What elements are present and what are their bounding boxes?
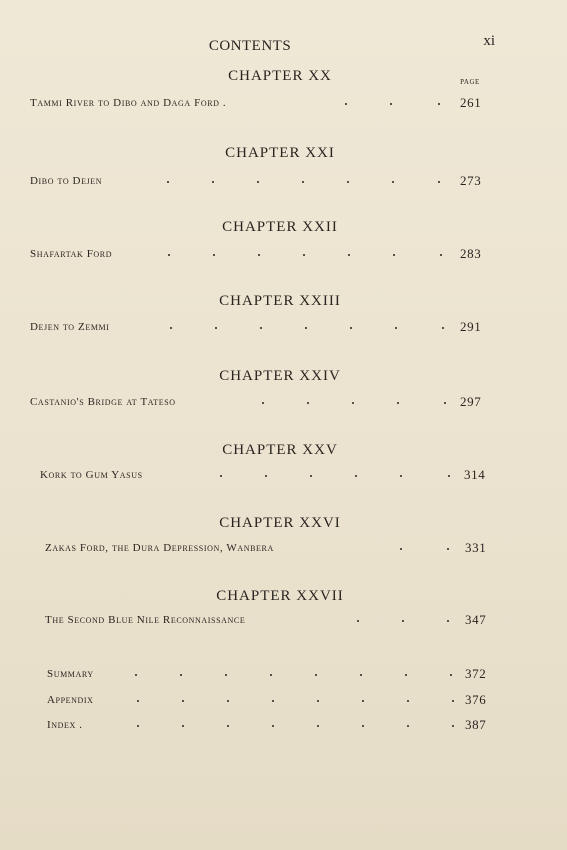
toc-entry-summary[interactable] bbox=[47, 668, 505, 688]
leader-dot bbox=[393, 254, 395, 256]
entry-title: Index . bbox=[47, 719, 83, 731]
leader-dot bbox=[260, 327, 262, 329]
leader-dot bbox=[438, 181, 440, 183]
chapter-heading: CHAPTER XX bbox=[228, 68, 332, 84]
leader-dot bbox=[362, 725, 364, 727]
toc-entry-appendix[interactable] bbox=[47, 694, 505, 714]
entry-title: Dejen to Zemmi bbox=[30, 321, 110, 333]
leader-dot bbox=[270, 674, 272, 676]
leader-dot bbox=[407, 725, 409, 727]
leader-dot bbox=[215, 327, 217, 329]
leader-dot bbox=[227, 725, 229, 727]
leader-dot bbox=[258, 254, 260, 256]
entry-page: 283 bbox=[460, 246, 482, 261]
leader-dot bbox=[345, 103, 347, 105]
leader-dot bbox=[438, 103, 440, 105]
leader-dot bbox=[390, 103, 392, 105]
leader-dot bbox=[352, 402, 354, 404]
leader-dot bbox=[305, 327, 307, 329]
entry-page: 372 bbox=[465, 666, 487, 681]
chapter-heading: CHAPTER XXIII bbox=[219, 293, 341, 309]
leader-dot bbox=[257, 181, 259, 183]
leader-dot bbox=[395, 327, 397, 329]
entry-title: Kork to Gum Yasus bbox=[40, 469, 143, 481]
leader-dot bbox=[227, 700, 229, 702]
entry-title: Castanio's Bridge at Tateso bbox=[30, 396, 176, 408]
leader-dot bbox=[307, 402, 309, 404]
entry-title: Appendix bbox=[47, 694, 94, 706]
entry-page: 376 bbox=[465, 692, 487, 707]
entry-title: The Second Blue Nile Reconnaissance bbox=[45, 614, 246, 626]
leader-dot bbox=[360, 674, 362, 676]
leader-dot bbox=[350, 327, 352, 329]
leader-dot bbox=[440, 254, 442, 256]
leader-dot bbox=[392, 181, 394, 183]
leader-dot bbox=[168, 254, 170, 256]
leader-dot bbox=[265, 475, 267, 477]
entry-page: 331 bbox=[465, 540, 487, 555]
leader-dot bbox=[405, 674, 407, 676]
chapter-heading: CHAPTER XXIV bbox=[219, 368, 341, 384]
leader-dot bbox=[137, 700, 139, 702]
leader-dot bbox=[170, 327, 172, 329]
leader-dot bbox=[400, 548, 402, 550]
leader-dot bbox=[167, 181, 169, 183]
entry-page: 297 bbox=[460, 394, 482, 409]
toc-entry[interactable] bbox=[40, 469, 504, 489]
toc-entry[interactable] bbox=[30, 97, 500, 117]
leader-dot bbox=[272, 725, 274, 727]
entry-page: 291 bbox=[460, 319, 482, 334]
toc-entry[interactable] bbox=[45, 614, 505, 634]
entry-page: 314 bbox=[464, 467, 486, 482]
toc-entry[interactable] bbox=[30, 248, 500, 268]
leader-dot bbox=[402, 620, 404, 622]
leader-dot bbox=[452, 725, 454, 727]
entry-page: 347 bbox=[465, 612, 487, 627]
leader-dot bbox=[448, 475, 450, 477]
chapter-heading: CHAPTER XXVII bbox=[216, 588, 344, 604]
leader-dot bbox=[407, 700, 409, 702]
entry-page: 261 bbox=[460, 95, 482, 110]
toc-entry[interactable] bbox=[30, 175, 500, 195]
chapter-heading: CHAPTER XXII bbox=[222, 219, 338, 235]
leader-dot bbox=[442, 327, 444, 329]
toc-entry-index[interactable] bbox=[47, 719, 505, 739]
entry-title: Summary bbox=[47, 668, 94, 680]
leader-dot bbox=[135, 674, 137, 676]
entry-title: Zakas Ford, the Dura Depression, Wanbera bbox=[45, 542, 274, 554]
entry-page: 273 bbox=[460, 173, 482, 188]
entry-title: Shafartak Ford bbox=[30, 248, 113, 260]
leader-dot bbox=[137, 725, 139, 727]
leader-dot bbox=[447, 548, 449, 550]
leader-dot bbox=[272, 700, 274, 702]
page-folio: xi bbox=[483, 33, 495, 49]
entry-title: Dibo to Dejen bbox=[30, 175, 103, 187]
leader-dot bbox=[315, 674, 317, 676]
leader-dot bbox=[347, 181, 349, 183]
leader-dot bbox=[302, 181, 304, 183]
leader-dot bbox=[317, 725, 319, 727]
leader-dot bbox=[180, 674, 182, 676]
leader-dot bbox=[444, 402, 446, 404]
leader-dot bbox=[262, 402, 264, 404]
leader-dot bbox=[317, 700, 319, 702]
leader-dot bbox=[310, 475, 312, 477]
leader-dot bbox=[362, 700, 364, 702]
chapter-heading: CHAPTER XXI bbox=[225, 145, 335, 161]
leader-dot bbox=[348, 254, 350, 256]
leader-dot bbox=[212, 181, 214, 183]
chapter-heading: CHAPTER XXV bbox=[222, 442, 338, 458]
leader-dot bbox=[303, 254, 305, 256]
leader-dot bbox=[397, 402, 399, 404]
running-head: CONTENTS bbox=[208, 38, 292, 54]
leader-dot bbox=[452, 700, 454, 702]
leader-dot bbox=[400, 475, 402, 477]
leader-dot bbox=[213, 254, 215, 256]
leader-dot bbox=[182, 700, 184, 702]
leader-dot bbox=[220, 475, 222, 477]
page-column-label: PAGE bbox=[460, 78, 480, 86]
leader-dot bbox=[355, 475, 357, 477]
toc-entry[interactable] bbox=[30, 321, 500, 341]
entry-page: 387 bbox=[465, 717, 487, 732]
leader-dot bbox=[447, 620, 449, 622]
leader-dot bbox=[182, 725, 184, 727]
chapter-heading: CHAPTER XXVI bbox=[219, 515, 341, 531]
toc-entry[interactable] bbox=[45, 542, 505, 562]
entry-title: Tammi River to Dibo and Daga Ford . bbox=[30, 97, 227, 109]
leader-dot bbox=[357, 620, 359, 622]
leader-dot bbox=[225, 674, 227, 676]
leader-dot bbox=[450, 674, 452, 676]
toc-entry[interactable] bbox=[30, 396, 500, 416]
